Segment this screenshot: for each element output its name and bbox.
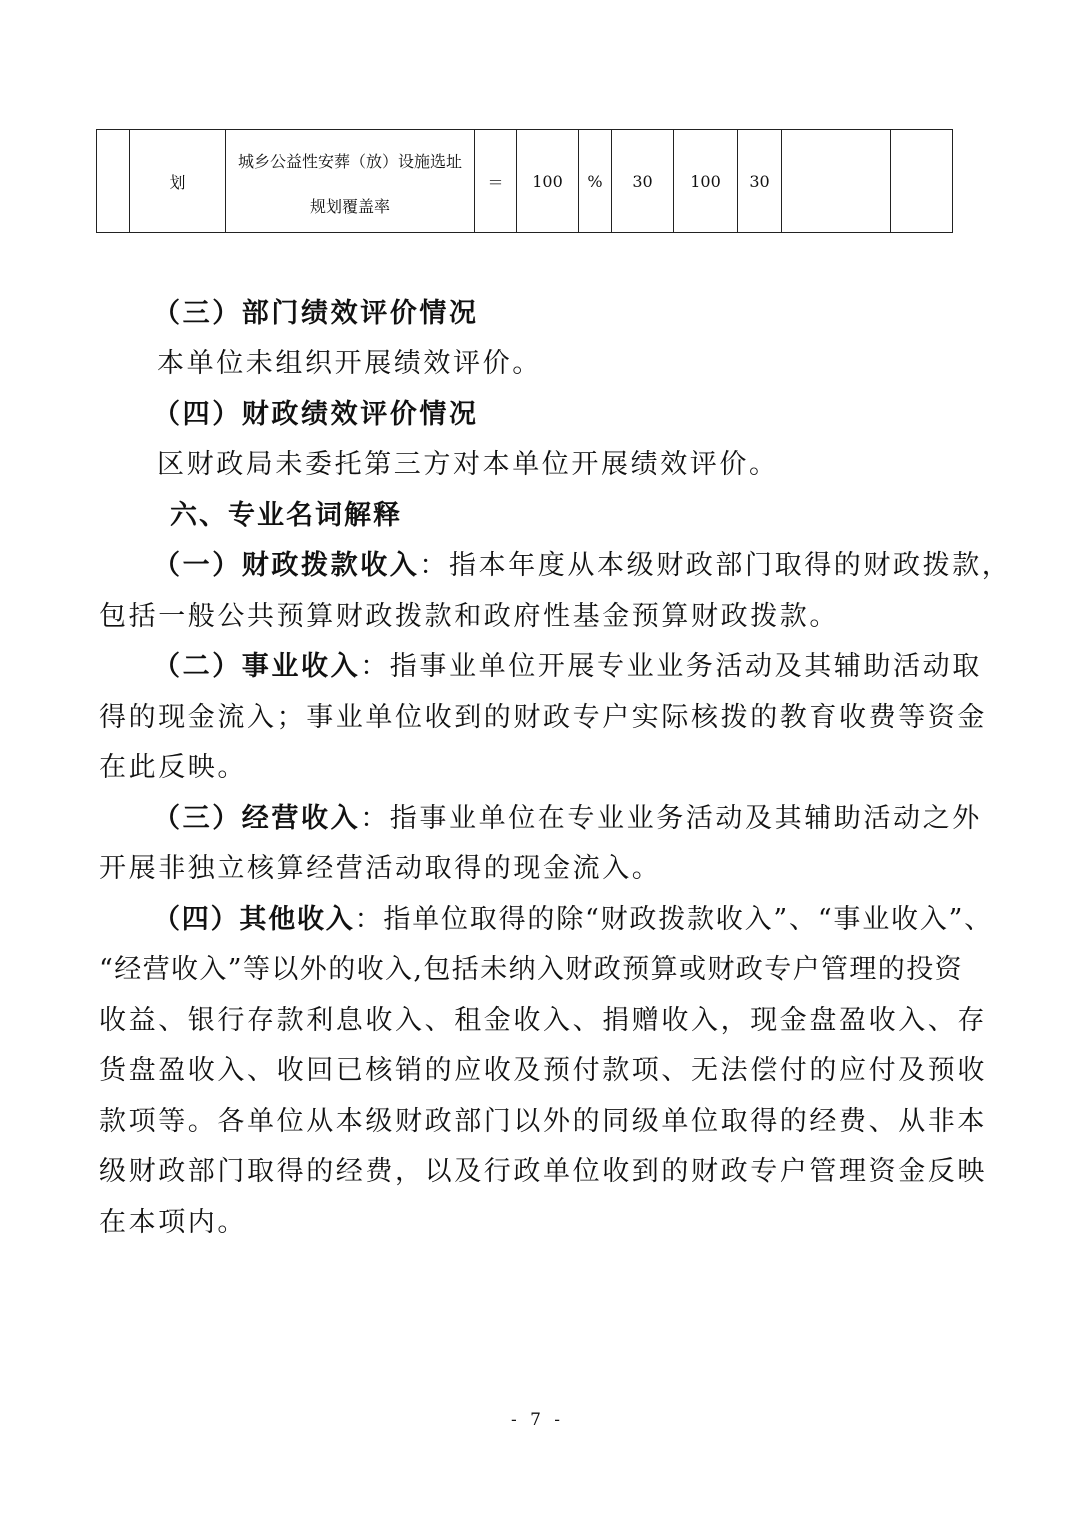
term-4-text: ：指单位取得的除“财政拨款收入”、“事业收入”、 [354, 904, 994, 935]
term-4-line-6: 级财政部门取得的经费，以及行政单位收到的财政专户管理资金反映 [99, 1156, 987, 1187]
target-cell: 100 [517, 130, 579, 233]
term-4-line-7: 在本项内。 [99, 1207, 247, 1238]
weight-cell: 30 [612, 130, 674, 233]
term-1-line-2: 包括一般公共预算财政拨款和政府性基金预算财政拨款。 [99, 601, 839, 632]
page-number: - 7 - [510, 1410, 565, 1430]
section-3-text: 本单位未组织开展绩效评价。 [157, 348, 542, 379]
term-4-line-4: 货盘盈收入、收回已核销的应收及预付款项、无法偿付的应付及预收 [99, 1055, 987, 1086]
score-cell: 30 [738, 130, 782, 233]
reason-cell [782, 130, 891, 233]
term-3-label: （三）经营收入 [153, 803, 361, 834]
performance-table [96, 129, 953, 233]
plan-cell: 划 [130, 130, 226, 233]
term-3-line-1 [153, 799, 982, 839]
term-4-line-2: “经营收入”等以外的收入,包括未纳入财政预算或财政专户管理的投资 [99, 954, 963, 985]
term-2-text: ：指事业单位开展专业业务活动及其辅助活动取 [360, 651, 982, 682]
section-6-heading: 六、专业名词解释 [170, 500, 402, 531]
actual-cell: 100 [674, 130, 738, 233]
operator-cell: ＝ [475, 130, 517, 233]
term-1-line-1 [153, 546, 1011, 586]
measure-cell [891, 130, 953, 233]
term-2-line-1 [153, 647, 982, 687]
term-4-label: （四）其他收入 [153, 904, 355, 935]
term-4-line-1 [153, 900, 993, 940]
term-4-line-5: 款项等。各单位从本级财政部门以外的同级单位取得的经费、从非本 [99, 1106, 987, 1137]
term-2-label: （二）事业收入 [153, 651, 361, 682]
term-2-line-2: 得的现金流入；事业单位收到的财政专户实际核拨的教育收费等资金 [99, 702, 987, 733]
term-2-line-3: 在此反映。 [99, 752, 247, 783]
term-4-line-3: 收益、银行存款利息收入、租金收入、捐赠收入，现金盘盈收入、存 [99, 1005, 987, 1036]
term-3-line-2: 开展非独立核算经营活动取得的现金流入。 [99, 853, 662, 884]
section-4-text: 区财政局未委托第三方对本单位开展绩效评价。 [157, 449, 779, 480]
unit-cell: % [579, 130, 612, 233]
indicator-line-2: 规划覆盖率 [309, 197, 390, 216]
indicator-cell [226, 130, 475, 233]
indicator-line-1: 城乡公益性安葬（放）设施选址 [237, 152, 462, 171]
term-1-label: （一）财政拨款收入 [153, 550, 420, 581]
term-1-text: ：指本年度从本级财政部门取得的财政拨款， [419, 550, 1012, 581]
table-row [97, 130, 953, 233]
section-3-heading: （三）部门绩效评价情况 [153, 298, 479, 329]
section-4-heading: （四）财政绩效评价情况 [153, 399, 479, 430]
category-cell [97, 130, 130, 233]
term-3-text: ：指事业单位在专业业务活动及其辅助活动之外 [360, 803, 982, 834]
